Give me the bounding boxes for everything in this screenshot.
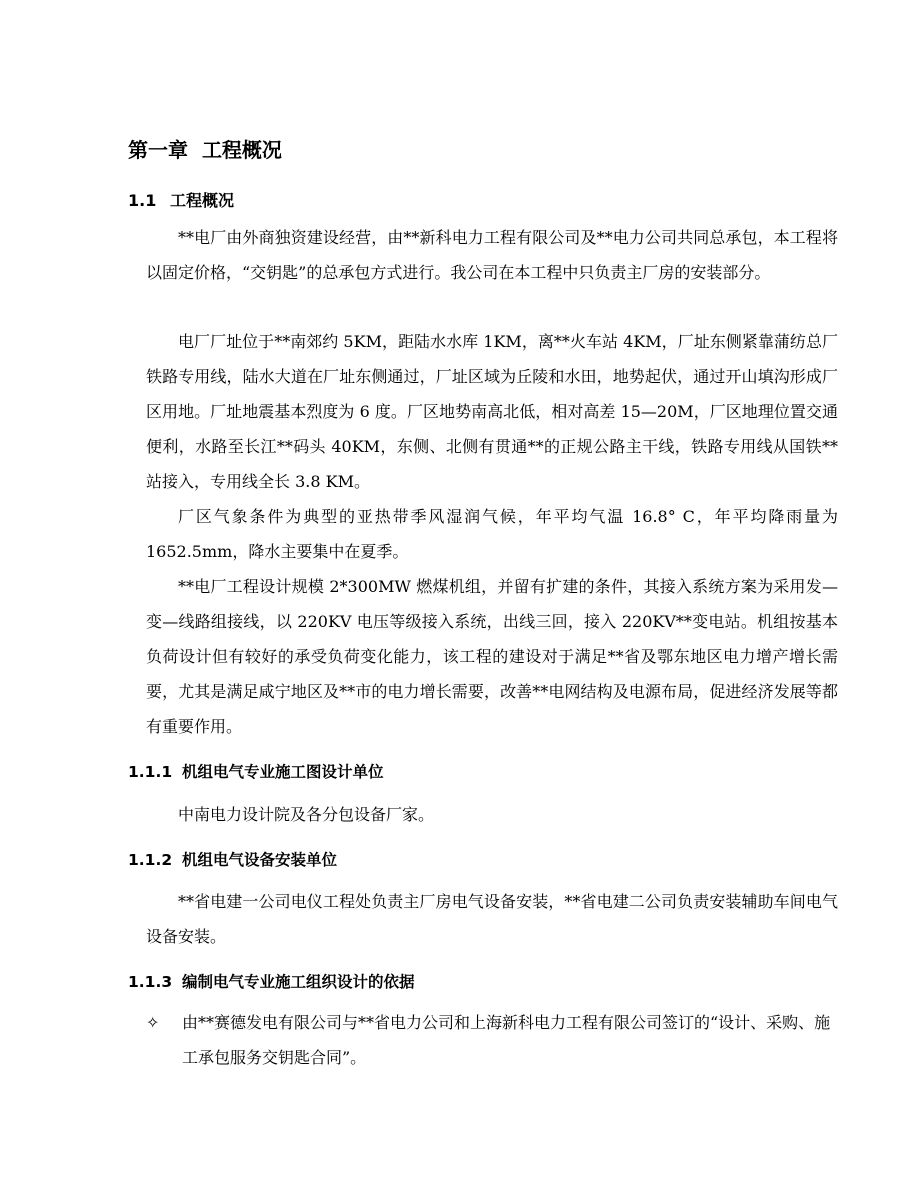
section-heading	[128, 188, 234, 211]
subsection-number: 1.1.2	[128, 851, 173, 869]
subsection-title: 编制电气专业施工组织设计的依据	[182, 973, 415, 991]
diamond-bullet-icon: ✧	[146, 1013, 160, 1032]
subsection-title: 机组电气专业施工图设计单位	[182, 763, 384, 781]
subsection-number: 1.1.3	[128, 973, 173, 991]
paragraph-3: 厂区气象条件为典型的亚热带季风湿润气候，年平均气温 16.8° C，年平均降雨量为 1652.5mm，降水主要集中在夏季。	[146, 507, 838, 561]
paragraph-1: **电厂由外商独资建设经营，由**新科电力工程有限公司及**电力公司共同总承包，本工程将以固定价格，“交钥匙”的总承包方式进行。我公司在本工程中只负责主厂房的安装部分。	[146, 228, 838, 282]
subsection-body-1: 中南电力设计院及各分包设备厂家。	[178, 805, 435, 824]
chapter-title: 工程概况	[201, 138, 282, 162]
chapter-label: 第一章	[128, 138, 188, 162]
section-number: 1.1	[128, 191, 157, 210]
subsection-title: 机组电气设备安装单位	[182, 851, 338, 869]
paragraph-2: 电厂厂址位于**南郊约 5KM，距陆水水库 1KM，离**火车站 4KM，厂址东侧紧靠蒲纺总厂铁路专用线，陆水大道在厂址东侧通过，厂址区域为丘陵和水田，地势起伏，通过开山填沟形成厂区用地。厂址地震基本烈度为 6 度。厂区地势南高北低，相对高差 15—20M，厂区地理位置交通便利，水路至长江**码头 40KM，东侧、北侧有贯通**的正规公路主干线，铁路专用线从国铁**站接入，专用线全长 3.8 KM。	[146, 332, 838, 491]
bullet-text: 由**赛德发电有限公司与**省电力公司和上海新科电力工程有限公司签订的“设计、采购、施工承包服务交钥匙合同”。	[182, 1013, 831, 1067]
chapter-heading	[128, 134, 282, 163]
paragraph-4: **电厂工程设计规模 2*300MW 燃煤机组，并留有扩建的条件，其接入系统方案为采用发—变—线路组接线，以 220KV 电压等级接入系统，出线三回，接入 220KV**变电站。机组按基本负荷设计但有较好的承受负荷变化能力，该工程的建设对于满足**省及鄂东地区电力增产增长需要，尤其是满足咸宁地区及**市的电力增长需要，改善**电网结构及电源布局，促进经济发展等都有重要作用。	[146, 577, 838, 736]
subsection-heading-3	[128, 970, 415, 992]
section-title: 工程概况	[170, 191, 235, 210]
subsection-heading-1	[128, 760, 384, 782]
subsection-body-2: **省电建一公司电仪工程处负责主厂房电气设备安装，**省电建二公司负责安装辅助车间电气设备安装。	[146, 892, 838, 946]
subsection-heading-2	[128, 848, 337, 870]
subsection-number: 1.1.1	[128, 763, 173, 781]
